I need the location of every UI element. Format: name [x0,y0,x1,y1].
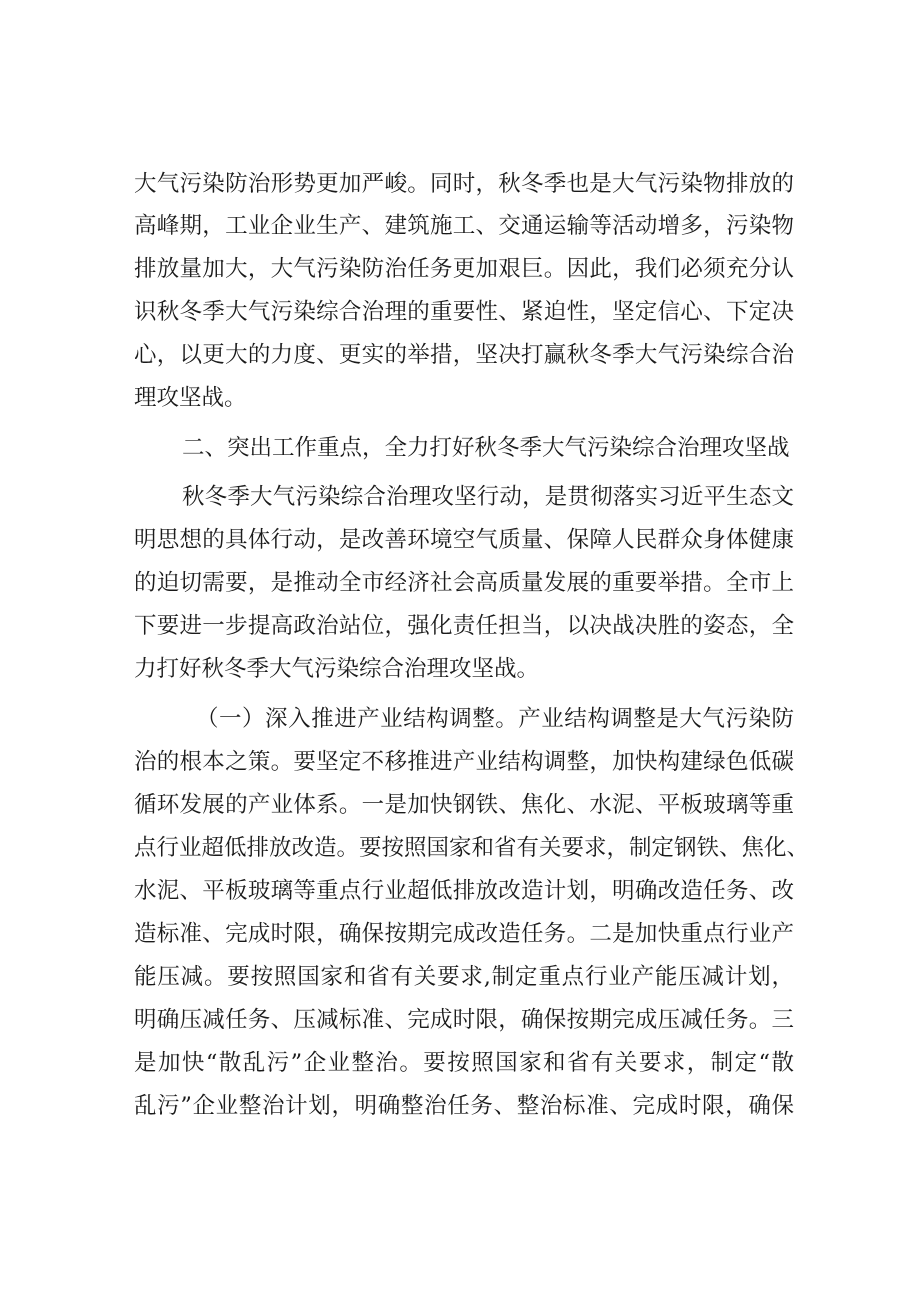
body-text-line: 点行业超低排放改造。要按照国家和省有关要求，制定钢铁、焦化、 [134,835,810,861]
body-text-line: 排放量加大，大气污染防治任务更加艰巨。因此，我们必须充分认 [134,256,794,282]
body-text-line: 造标准、完成时限，确保按期完成改造任务。二是加快重点行业产 [134,921,794,947]
body-text-line: 下要进一步提高政治站位，强化责任担当，以决战决胜的姿态，全 [134,613,794,639]
body-text-line: 高峰期，工业企业生产、建筑施工、交通运输等活动增多，污染物 [134,213,794,239]
body-text-line: 的迫切需要，是推动全市经济社会高质量发展的重要举措。全市上 [134,570,794,596]
body-text-line: 秋冬季大气污染综合治理攻坚行动，是贯彻落实习近平生态文 [182,484,794,510]
body-text-line: 大气污染防治形势更加严峻。同时，秋冬季也是大气污染物排放的 [134,171,794,197]
body-text-line: 乱污”企业整治计划，明确整治任务、整治标准、完成时限，确保 [134,1093,794,1119]
body-text-line: 能压减。要按照国家和省有关要求,制定重点行业产能压减计划， [134,964,794,990]
body-text-line: 循环发展的产业体系。一是加快钢铁、焦化、水泥、平板玻璃等重 [134,792,794,818]
body-text-line: 理攻坚战。 [134,385,247,411]
body-text-line: 治的根本之策。要坚定不移推进产业结构调整，加快构建绿色低碳 [134,749,794,775]
body-text-line: 是加快“散乱污”企业整治。要按照国家和省有关要求，制定“散 [134,1050,794,1076]
body-text-line: 明思想的具体行动，是改善环境空气质量、保障人民群众身体健康 [134,527,794,553]
section-heading: 二、突出工作重点，全力打好秋冬季大气污染综合治理攻坚战 [182,435,790,461]
body-text-line: 力打好秋冬季大气污染综合治理攻坚战。 [134,656,540,682]
body-text-line: 心，以更大的力度、更实的举措，坚决打赢秋冬季大气污染综合治 [134,342,794,368]
body-text-line: 明确压减任务、压减标准、完成时限，确保按期完成压减任务。三 [134,1007,794,1033]
subsection-lead-line: （一）深入推进产业结构调整。产业结构调整是大气污染防 [196,706,794,732]
body-text-line: 水泥、平板玻璃等重点行业超低排放改造计划，明确改造任务、改 [134,878,794,904]
body-text-line: 识秋冬季大气污染综合治理的重要性、紧迫性，坚定信心、下定决 [134,299,794,325]
